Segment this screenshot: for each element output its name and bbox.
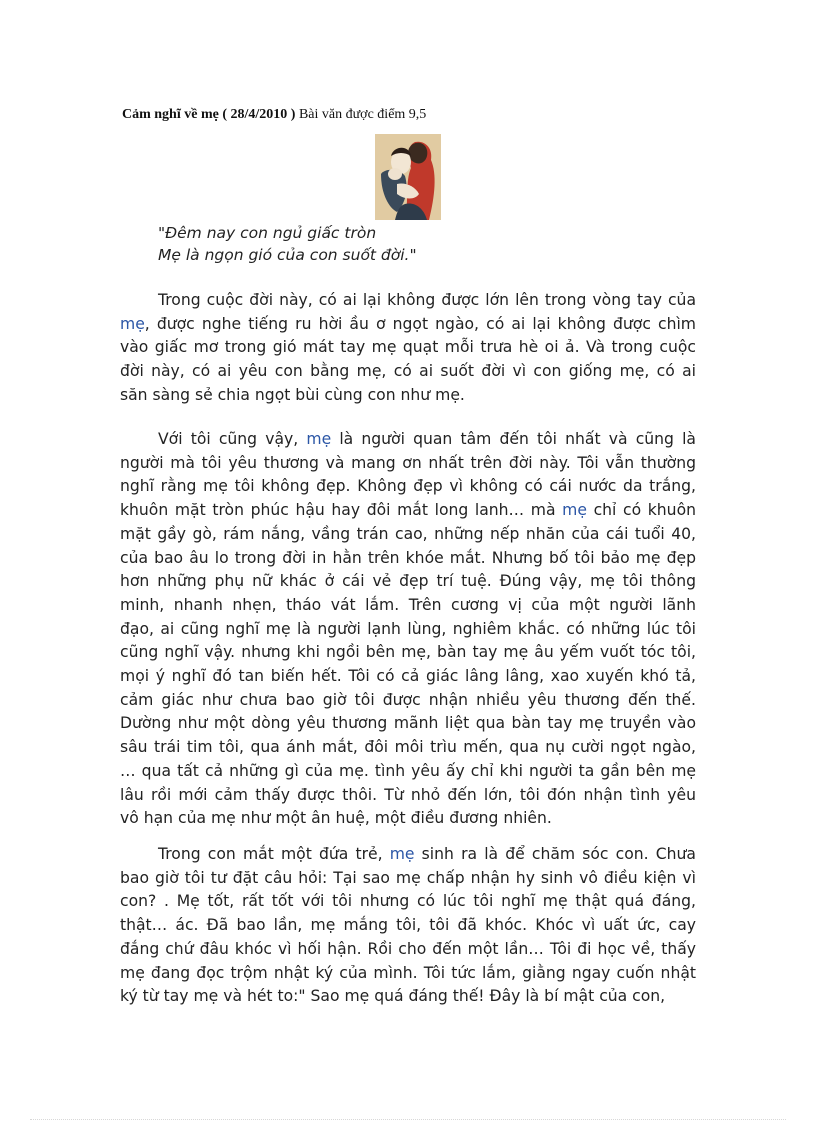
paragraph-line: sâu trái tim tôi, qua ánh mắt, đôi môi trìu mến, qua nụ cười ngọt ngào, (120, 738, 696, 757)
paragraph-line: cũng nghĩ vậy. nhưng khi ngồi bên mẹ, bàn tay mẹ âu yếm vuốt tóc tôi, (120, 643, 696, 662)
paragraph-line: đời này, có ai yêu con bằng mẹ, có ai suốt đời vì con giống mẹ, có ai (120, 362, 696, 381)
paragraph-line: của bao âu lo trong đời in hằn trên khóe mắt. Nhưng bố tôi bảo mẹ đẹp (120, 548, 696, 567)
paragraph-line: mặt gầy gò, rám nắng, vầng trán cao, những nếp nhăn của cái tuổi 40, (120, 524, 696, 543)
paragraph-1 (120, 289, 696, 408)
paragraph-line: … qua tất cả những gì của mẹ. tình yêu ấy chỉ khi người ta gần bên mẹ (120, 761, 696, 780)
poem-line: Mẹ là ngọn gió của con suốt đời." (158, 246, 417, 264)
paragraph-line: mọi ý nghĩ đó tan biến hết. Tôi có cả giác lâng lâng, xao xuyến khó tả, (120, 667, 696, 686)
paragraph-2 (120, 428, 696, 831)
paragraph-line: Với tôi cũng vậy, mẹ là người quan tâm đến tôi nhất và cũng là (158, 430, 696, 448)
mother-and-child-painting-icon (375, 134, 441, 220)
paragraph-line: đạo, ai cũng nghĩ mẹ là người lạnh lùng, nghiêm khắc. có những lúc tôi (120, 619, 696, 638)
paragraph-line: khuôn mặt tròn phúc hậu hay đôi mắt long lanh… mà mẹ chỉ có khuôn (120, 501, 696, 520)
paragraph-line: thật… ác. Đã bao lần, mẹ mắng tôi, tôi đã khóc. Khóc vì uất ức, cay (120, 916, 696, 935)
paragraph-line: cảm giác như chưa bao giờ tôi được nhận nhiều yêu thương đến thế. (120, 690, 696, 709)
paragraph-line: người mà tôi yêu thương và mang ơn nhất trên đời này. Tôi vẫn thường (120, 453, 696, 472)
page-heading (122, 107, 426, 123)
paragraph-line: mẹ đang đọc trộm nhật ký của mình. Tôi tức lắm, giằng ngay cuốn nhật (120, 963, 696, 982)
paragraph-line: săn sàng sẻ chia ngọt bùi cùng con như mẹ. (120, 385, 465, 404)
paragraph-line: vào giấc mơ trong gió mát tay mẹ quạt mỗi trưa hè oi ả. Và trong cuộc (120, 338, 696, 357)
paragraph-line: minh, nhanh nhẹn, tháo vát lắm. Trên cương vị của một người lãnh (120, 595, 696, 614)
paragraph-line: Trong cuộc đời này, có ai lại không được lớn lên trong vòng tay của (158, 291, 696, 309)
poem-quote (158, 222, 417, 266)
paragraph-line: Dường như một dòng yêu thương mãnh liệt qua bàn tay mẹ truyền vào (120, 714, 696, 733)
highlighted-word: mẹ (120, 314, 145, 333)
paragraph-line: vô hạn của mẹ như một ân huệ, một điều đương nhiên. (120, 809, 552, 828)
highlighted-word: mẹ (389, 845, 415, 863)
paragraph-line: bao giờ tôi tư đặt câu hỏi: Tại sao mẹ chấp nhận hy sinh vô điều kiện vì (120, 868, 696, 887)
heading-title: Cảm nghĩ về mẹ ( 28/4/2010 ) (122, 107, 296, 122)
paragraph-line: nghĩ rằng mẹ tôi không đẹp. Không đẹp vì không có cái nước da trắng, (120, 477, 696, 496)
highlighted-word: mẹ (562, 501, 587, 520)
poem-line: "Đêm nay con ngủ giấc tròn (158, 224, 377, 242)
page-bottom-divider (30, 1119, 786, 1120)
highlighted-word: mẹ (306, 430, 332, 448)
paragraph-line: Trong con mắt một đứa trẻ, mẹ sinh ra là để chăm sóc con. Chưa (158, 845, 696, 863)
paragraph-line: lâu rồi mới cảm thấy được thôi. Từ nhỏ đến lớn, tôi đón nhận tình yêu (120, 785, 696, 804)
paragraph-3 (120, 843, 696, 1009)
heading-subtitle: Bài văn được điểm 9,5 (295, 107, 427, 122)
paragraph-line: hơn những phụ nữ khác ở cái vẻ đẹp trí tuệ. Đúng vậy, mẹ tôi thông (120, 572, 696, 591)
paragraph-line: ký từ tay mẹ và hét to:" Sao mẹ quá đáng thế! Đây là bí mật của con, (120, 987, 666, 1006)
paragraph-line: con? . Mẹ tốt, rất tốt với tôi nhưng có lúc tôi nghĩ mẹ thật quá đáng, (120, 892, 696, 911)
paragraph-line: mẹ, được nghe tiếng ru hời ầu ơ ngọt ngào, có ai lại không được chìm (120, 314, 696, 333)
paragraph-line: đắng chứ đâu khóc vì hối hận. Rồi cho đến một lần… Tôi đi học về, thấy (120, 939, 696, 958)
